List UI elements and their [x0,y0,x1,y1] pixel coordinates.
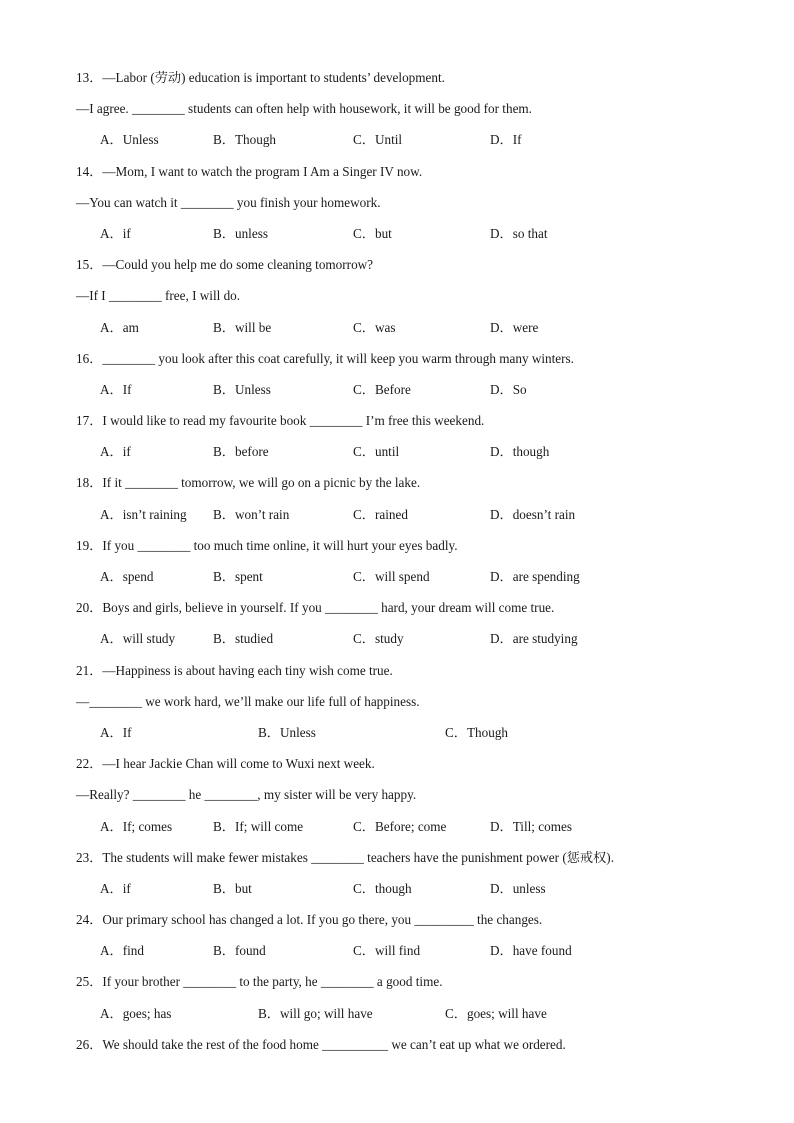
answer-option[interactable]: B．spent [213,569,263,584]
answer-option[interactable]: D．have found [490,943,572,959]
option-row [0,218,794,249]
answer-option[interactable]: D．are studying [490,631,578,647]
answer-option[interactable]: A．Unless [100,132,159,148]
answer-option[interactable]: D．so that [490,225,548,241]
answer-option[interactable]: C．Though [445,724,509,740]
question-stem: 24．Our primary school has changed a lot. If you go there, you _________ the changes. [76,912,543,928]
answer-option[interactable]: D．So [490,381,527,397]
answer-option[interactable]: A．find [100,943,144,959]
answer-option[interactable]: A．will study [100,631,176,647]
answer-option[interactable]: D．Till; comes [490,818,572,834]
answer-option[interactable]: B．will go; will have [258,1005,373,1021]
answer-option[interactable]: D．though [490,444,550,460]
option-row [0,499,794,530]
option-row [0,998,794,1029]
option-row [0,124,794,155]
answer-option[interactable]: D．were [490,319,539,335]
answer-option[interactable]: B．Unless [258,724,316,740]
answer-option[interactable]: D．unless [490,880,546,896]
option-row [0,873,794,904]
question-stem: 19．If you ________ too much time online, it will hurt your eyes badly. [76,537,458,553]
answer-option[interactable]: A．if [100,444,131,460]
answer-option[interactable]: C．rained [353,506,408,522]
question-reply: —If I ________ free, I will do. [76,288,241,304]
answer-option[interactable]: C．will spend [353,569,430,584]
answer-option[interactable]: B．won’t rain [213,506,290,522]
answer-option[interactable]: B．before [213,444,269,460]
answer-option[interactable]: A．am [100,319,139,335]
answer-option[interactable]: D．If [490,132,522,148]
answer-option[interactable]: D．are spending [490,569,580,584]
answer-option[interactable]: C．will find [353,943,421,959]
option-row [0,561,794,592]
answer-option[interactable]: B．If; will come [213,818,304,834]
question-reply: —________ we work hard, we’ll make our life full of happiness. [76,693,420,709]
question-stem: 14．—Mom, I want to watch the program I Am a Singer IV now. [76,163,423,179]
question-reply: —You can watch it ________ you finish your homework. [76,194,381,210]
question-stem: 23．The students will make fewer mistakes ________ teachers have the punishment power (惩戒权). [76,849,614,865]
option-row [0,374,794,405]
answer-option[interactable]: A．goes; has [100,1005,172,1021]
exercise-sheet [0,62,794,1060]
answer-option[interactable]: B．but [213,880,252,896]
option-row [0,623,794,654]
answer-option[interactable]: C．Before; come [353,818,447,834]
answer-option[interactable]: C．goes; will have [445,1005,547,1021]
answer-option[interactable]: C．though [353,880,412,896]
answer-option[interactable]: C．Until [353,132,403,148]
option-row [0,312,794,343]
question-reply: —Really? ________ he ________, my sister will be very happy. [76,787,417,803]
answer-option[interactable]: A．if [100,880,131,896]
answer-option[interactable]: B．Though [213,132,277,148]
answer-option[interactable]: C．study [353,631,404,647]
question-stem: 16．________ you look after this coat carefully, it will keep you warm through many winters. [76,350,574,366]
answer-option[interactable]: B．studied [213,631,274,647]
option-row [0,811,794,842]
answer-option[interactable]: A．If; comes [100,818,173,834]
answer-option[interactable]: A．if [100,225,131,241]
question-reply: —I agree. ________ students can often help with housework, it will be good for them. [76,101,532,117]
answer-option[interactable]: C．Before [353,381,411,397]
question-stem: 25．If your brother ________ to the party, he ________ a good time. [76,974,443,990]
answer-option[interactable]: B．will be [213,319,272,335]
answer-option[interactable]: B．found [213,943,266,959]
answer-option[interactable]: D．doesn’t rain [490,506,576,522]
question-stem: 13．—Labor (劳动) education is important to students’ development. [76,70,445,85]
question-stem: 21．—Happiness is about having each tiny wish come true. [76,662,393,678]
answer-option[interactable]: A．If [100,381,132,397]
answer-option[interactable]: A．If [100,724,132,740]
question-stem: 15．—Could you help me do some cleaning tomorrow? [76,257,374,273]
answer-option[interactable]: C．was [353,319,396,335]
answer-option[interactable]: B．unless [213,225,268,241]
option-row [0,717,794,748]
answer-option[interactable]: A．spend [100,569,154,584]
option-row [0,935,794,966]
question-stem: 20．Boys and girls, believe in yourself. If you ________ hard, your dream will come true. [76,600,555,616]
question-stem: 17．I would like to read my favourite book ________ I’m free this weekend. [76,413,485,429]
answer-option[interactable]: C．until [353,444,400,460]
answer-option[interactable]: B．Unless [213,381,271,397]
answer-option[interactable]: A．isn’t raining [100,506,187,522]
question-stem: 26．We should take the rest of the food home __________ we can’t eat up what we ordered. [76,1036,566,1052]
option-row [0,436,794,467]
question-stem: 18．If it ________ tomorrow, we will go on a picnic by the lake. [76,475,421,491]
question-stem: 22．—I hear Jackie Chan will come to Wuxi next week. [76,756,375,772]
answer-option[interactable]: C．but [353,225,392,241]
